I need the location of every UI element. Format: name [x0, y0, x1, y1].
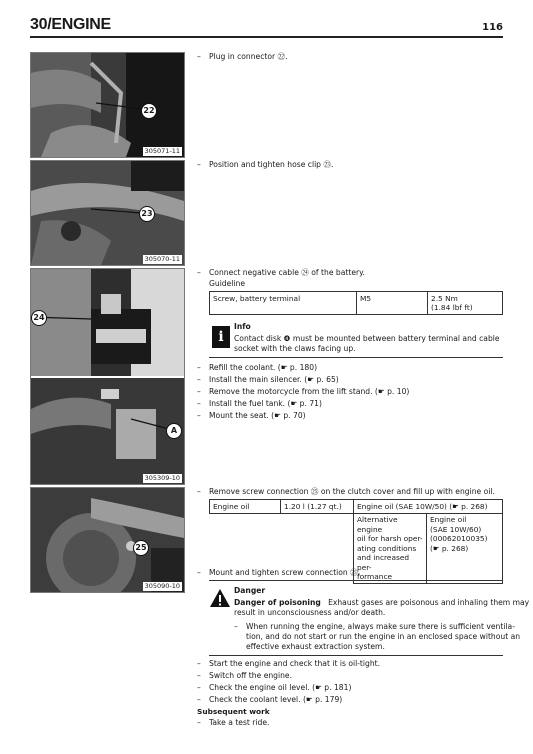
- photo-id: 305070-11: [144, 255, 180, 263]
- callout-24: 24: [31, 310, 47, 326]
- info-text: Contact disk ❹ must be mounted between battery terminal and cable: [234, 334, 500, 343]
- danger-bullet: effective exhaust extraction system.: [246, 642, 385, 651]
- photo-clutch-cover: [30, 487, 185, 593]
- info-rule: [209, 357, 503, 358]
- oil-label: Engine oil: [210, 500, 281, 514]
- callout-a: A: [166, 423, 182, 439]
- photo-id: 305090-10: [144, 582, 180, 590]
- info-icon: i: [212, 326, 230, 348]
- danger-bullet-dash: –: [234, 622, 238, 631]
- guideline-label: Guideline: [209, 279, 246, 288]
- callout-25: 25: [133, 540, 149, 556]
- warning-icon: [209, 588, 231, 608]
- danger-top-rule: [209, 580, 503, 581]
- oil-quantity: 1.20 l (1.27 qt.): [281, 500, 354, 514]
- photo-battery: [30, 268, 185, 485]
- page-number: 116: [482, 22, 503, 33]
- spec-item: Screw, battery terminal: [210, 292, 357, 315]
- photo-hose-clip: [30, 160, 185, 266]
- photo-id: 305071-11: [144, 147, 180, 155]
- page-title: 30/ENGINE: [30, 16, 111, 33]
- callout-22: 22: [141, 103, 157, 119]
- subsequent-heading: Subsequent work: [197, 707, 270, 716]
- guideline-table: [209, 291, 503, 315]
- photo-connector: [30, 52, 185, 158]
- oil-alt-condition: Alternative engine oil for harsh oper- ating conditions and increased per- formance: [354, 513, 427, 584]
- info-title: Info: [234, 322, 251, 331]
- danger-text: Danger of poisoning Exhaust gases are poisonous and inhaling them may: [234, 598, 530, 607]
- danger-bullet: tion, and do not start or run the engine in an enclosed space without an: [246, 632, 521, 641]
- oil-spec: Engine oil (SAE 10W/50) (☛ p. 268): [354, 500, 503, 514]
- danger-bullet: When running the engine, always make sure there is sufficient ventila-: [246, 622, 515, 631]
- danger-bottom-rule: [209, 655, 503, 656]
- spec-torque: 2.5 Nm (1.84 lbf ft): [428, 292, 503, 315]
- oil-alt-spec: Engine oil (SAE 10W/60) (00062010035) (☛ p. 268): [427, 513, 503, 584]
- info-text: socket with the claws facing up.: [234, 344, 356, 353]
- callout-23: 23: [139, 206, 155, 222]
- spec-size: M5: [357, 292, 428, 315]
- photo-id: 305309-10: [144, 474, 180, 482]
- danger-text: result in unconsciousness and/or death.: [234, 608, 386, 617]
- header-rule: [30, 36, 503, 38]
- danger-title: Danger: [234, 586, 266, 595]
